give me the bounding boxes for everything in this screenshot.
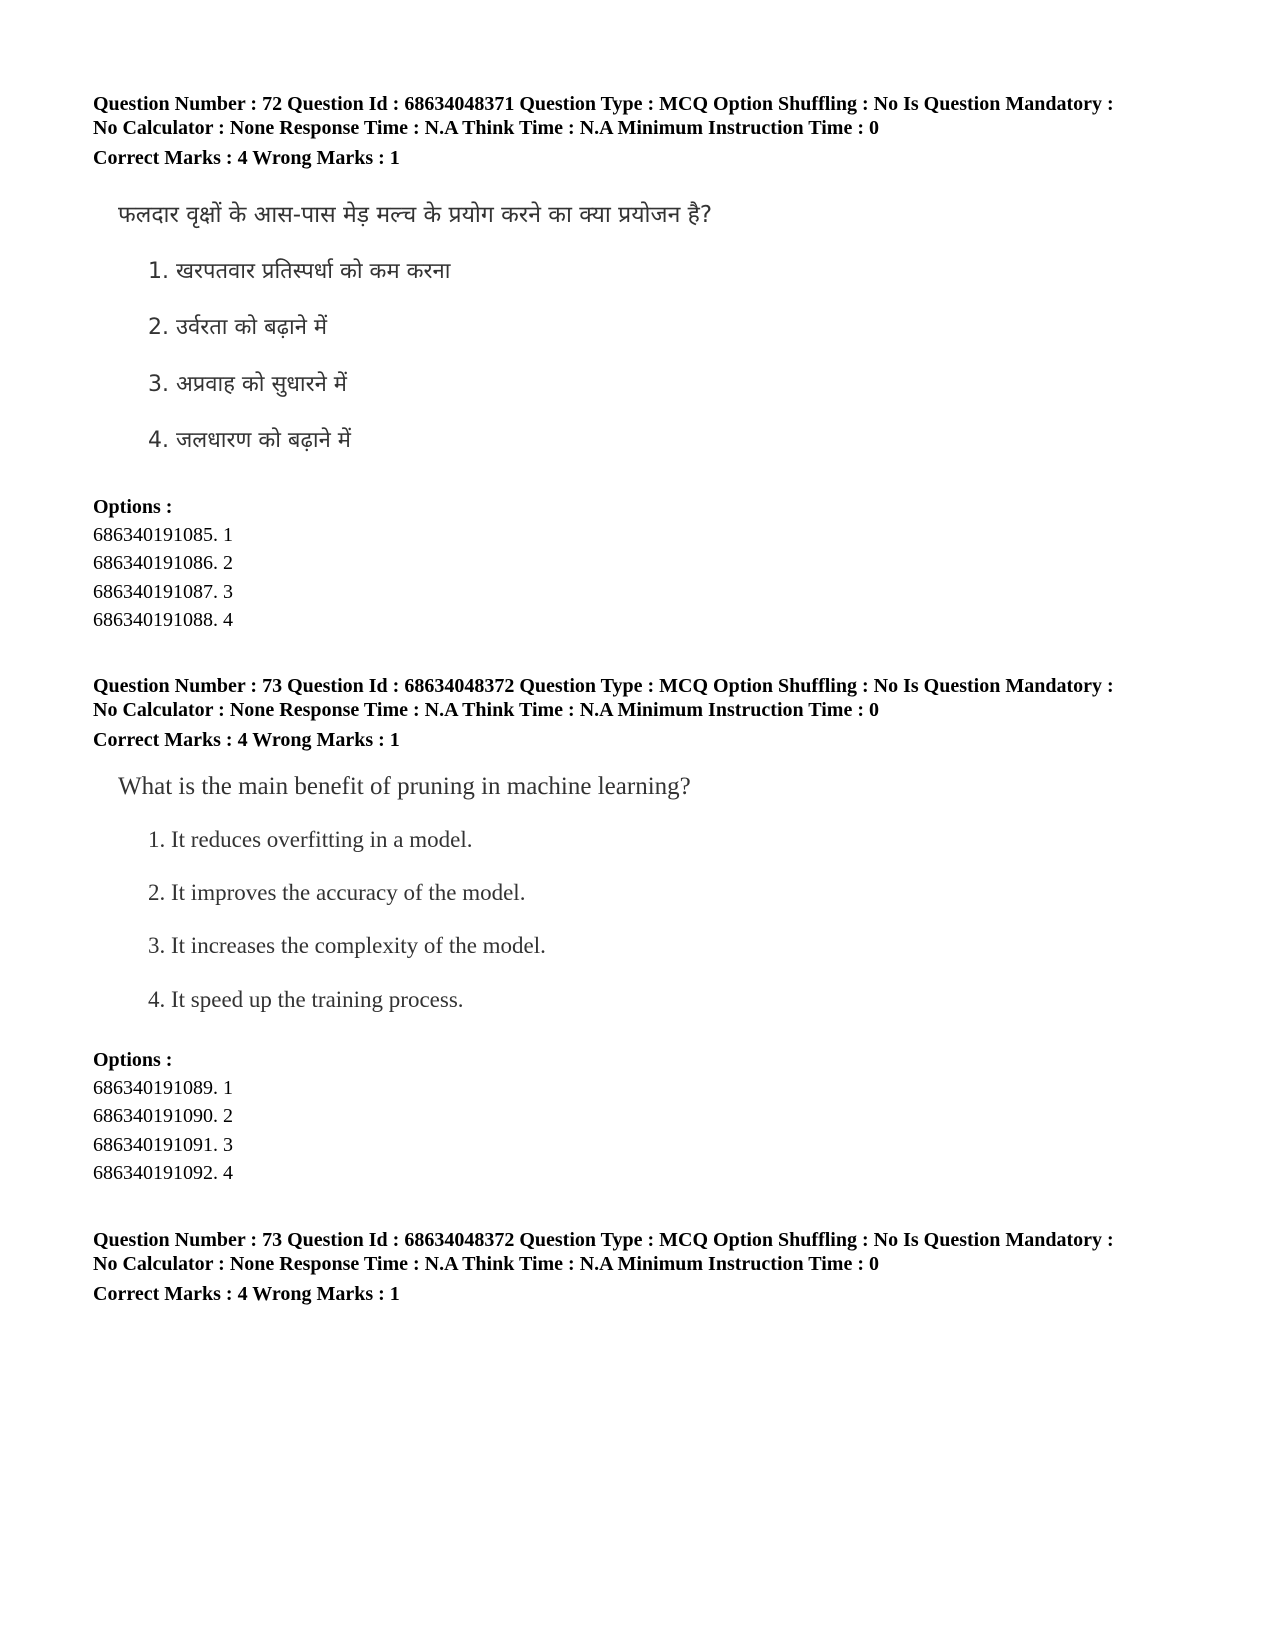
- option-line: 686340191092. 4: [93, 1162, 233, 1184]
- option-line: 686340191087. 3: [93, 581, 233, 603]
- question-header: [93, 1228, 1203, 1276]
- question-header-line1: Question Number : 73 Question Id : 68634048372 Question Type : MCQ Option Shuffling : No Is Question Mandatory :: [93, 1229, 1114, 1251]
- question-header-line2: No Calculator : None Response Time : N.A Think Time : N.A Minimum Instruction Time : 0: [93, 1253, 879, 1275]
- option-line: 686340191091. 3: [93, 1134, 233, 1156]
- question-stem: फलदार वृक्षों के आस-पास मेड़ मल्च के प्रयोग करने का क्या प्रयोजन है?: [118, 202, 713, 228]
- option-line: 686340191090. 2: [93, 1105, 233, 1127]
- question-choice: 4. जलधारण को बढ़ाने में: [148, 428, 351, 453]
- question-choice: 2. उर्वरता को बढ़ाने में: [148, 315, 328, 340]
- option-line: 686340191085. 1: [93, 524, 233, 546]
- question-marks: Correct Marks : 4 Wrong Marks : 1: [93, 147, 400, 169]
- question-header-line1: Question Number : 73 Question Id : 68634048372 Question Type : MCQ Option Shuffling : No Is Question Mandatory :: [93, 675, 1114, 697]
- question-image: [118, 200, 713, 453]
- option-line: 686340191088. 4: [93, 609, 233, 631]
- option-line: 686340191089. 1: [93, 1077, 233, 1099]
- question-choice: 1. खरपतवार प्रतिस्पर्धा को कम करना: [148, 259, 451, 284]
- question-header-line2: No Calculator : None Response Time : N.A Think Time : N.A Minimum Instruction Time : 0: [93, 117, 879, 139]
- option-line: 686340191086. 2: [93, 552, 233, 574]
- question-choice: 3. अप्रवाह को सुधारने में: [148, 372, 347, 397]
- question-header: [93, 92, 1203, 140]
- question-header-line2: No Calculator : None Response Time : N.A Think Time : N.A Minimum Instruction Time : 0: [93, 699, 879, 721]
- question-choice: 4. It speed up the training process.: [148, 987, 464, 1012]
- question-marks: Correct Marks : 4 Wrong Marks : 1: [93, 729, 400, 751]
- question-stem: What is the main benefit of pruning in machine learning?: [118, 773, 691, 800]
- options-label: Options :: [93, 1049, 173, 1071]
- question-choice: 2. It improves the accuracy of the model.: [148, 880, 526, 905]
- question-marks: Correct Marks : 4 Wrong Marks : 1: [93, 1283, 400, 1305]
- question-header: [93, 674, 1203, 722]
- options-label: Options :: [93, 496, 173, 518]
- question-image: [118, 772, 691, 1012]
- question-choice: 3. It increases the complexity of the model.: [148, 933, 546, 958]
- question-choice: 1. It reduces overfitting in a model.: [148, 827, 473, 852]
- question-header-line1: Question Number : 72 Question Id : 68634048371 Question Type : MCQ Option Shuffling : No Is Question Mandatory :: [93, 93, 1114, 115]
